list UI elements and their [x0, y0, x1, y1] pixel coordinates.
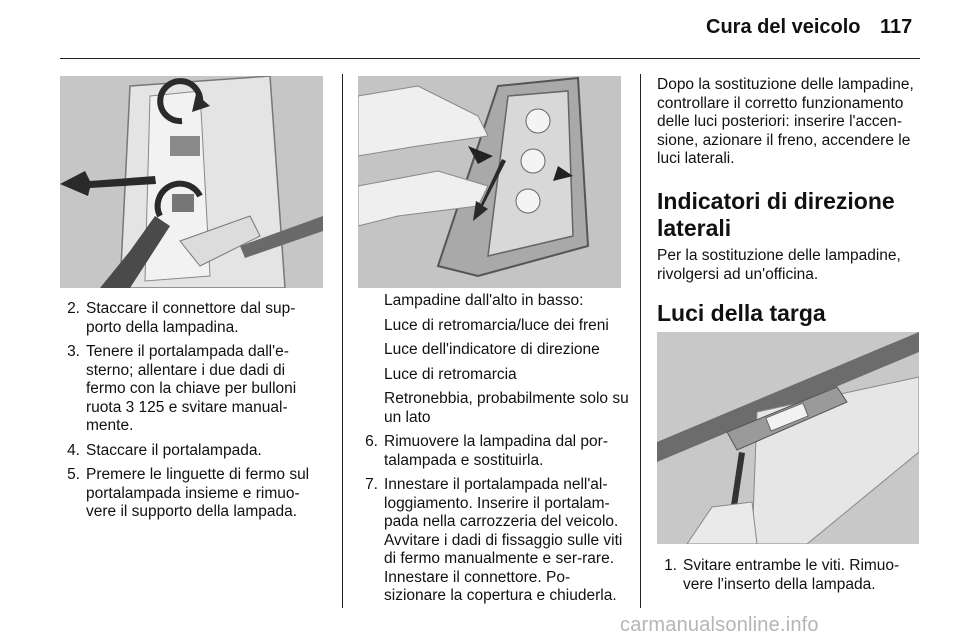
section-title-license-plate-lights: Luci della targa [657, 300, 826, 326]
step-text: Staccare il connettore dal sup-porto della lampadina. [86, 300, 296, 336]
section-side-indicators-text: Per la sostituzione delle lampadine, rivolgersi ad un'officina. [657, 247, 901, 283]
middle-text-block [358, 292, 630, 612]
bulb-item: Luce dell'indicatore di direzione [384, 341, 600, 358]
right-intro-paragraph: Dopo la sostituzione delle lampadine, controllare il corretto funzionamento delle luci posteriori: inserire l'accen-sione, azionare il freno, accendere le luci laterali. [657, 76, 914, 167]
list-item [358, 476, 630, 606]
step-text: Staccare il portalampada. [86, 441, 262, 459]
step-text: Svitare entrambe le viti. Rimuo-vere l'inserto della lampada. [683, 557, 900, 593]
left-steps-block [60, 300, 328, 528]
header-rule [60, 58, 920, 59]
list-item [60, 466, 328, 522]
bulb-item: Luce di retromarcia/luce dei freni [384, 316, 609, 334]
step-number: 6. [365, 433, 378, 450]
step-number: 7. [365, 476, 378, 493]
bulbs-intro: Lampadine dall'alto in basso: [384, 292, 584, 309]
step-number: 4. [67, 441, 80, 459]
step-text: Premere le linguette di fermo sul portalampada insieme e rimuo-vere il supporto della lampada. [86, 466, 310, 520]
watermark: carmanualsonline.info [620, 614, 819, 636]
step-number: 5. [67, 466, 80, 483]
step-number: 1. [664, 557, 677, 574]
column-divider-left [342, 74, 343, 608]
figure-lamp-holder-removal [60, 76, 323, 288]
bulb-item: Retronebbia, probabilmente solo su un lato [384, 390, 629, 426]
right-steps-block [657, 557, 923, 600]
bulb-item: Luce di retromarcia [384, 365, 517, 383]
step-number: 2. [67, 300, 80, 317]
list-item [657, 557, 923, 594]
step-text: Tenere il portalampada dall'e-sterno; allentare i due dadi di fermo con la chiave per bulloni ruota 3 125 e svitare manual-mente. [86, 343, 297, 434]
step-text: Innestare il portalampada nell'al-loggiamento. Inserire il portalam-pada nella carrozzeria del veicolo. Avvitare i dadi di fissaggio sulle viti di fermo manualmente e ser-rare. Innestare il connettore. Po-sizionare la copertura e chiuderla. [384, 476, 623, 604]
list-item [60, 442, 328, 461]
section-title-side-indicators: Indicatori di direzione laterali [657, 188, 895, 241]
figure-license-plate-light [657, 332, 919, 544]
step-number: 3. [67, 343, 80, 360]
step-text: Rimuovere la lampadina dal por-talampada e sostituirla. [384, 433, 609, 469]
list-item [358, 433, 630, 470]
list-item [60, 343, 328, 436]
column-divider-right [640, 74, 641, 608]
page-header-title: Cura del veicolo [706, 16, 861, 38]
list-item [60, 300, 328, 337]
figure-bulb-holder [358, 76, 621, 288]
page-number: 117 [880, 16, 913, 38]
